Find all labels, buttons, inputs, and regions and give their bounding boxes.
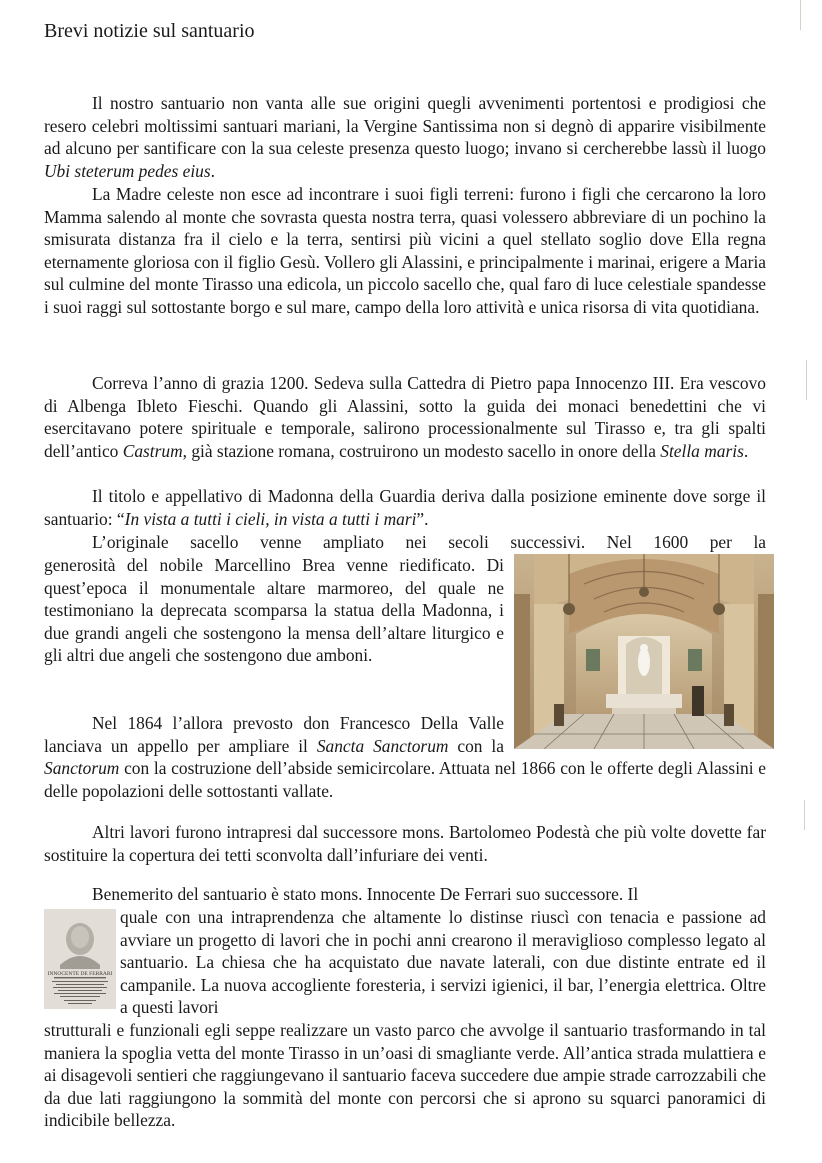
paragraph-de-ferrari-side: quale con una intraprendenza che altamente lo distinse riuscì con tenacia e passione ad avviare un progetto di lavori che in pochi anni crearono il meraviglioso complesso legato al santuario. La chiesa che ha acquistato due navate laterali, con due distinte entrate ed il campanile. La nuova accogliente foresteria, i servizi igienici, il bar, l’energia elettrica. Oltre a questi lavori xyxy=(120,907,766,1018)
castrum-term: Castrum xyxy=(122,440,183,461)
paragraph-1864-end: con la xyxy=(457,735,504,756)
paragraph-title-origin xyxy=(44,485,766,530)
scan-mark xyxy=(806,360,807,400)
scan-mark xyxy=(800,0,801,30)
paragraph-1864-continuation: Sanctorum con la costruzione dell’abside semicircolare. Attuata nel 1866 con le offerte degli Alassini e delle popolazioni delle sottostanti vallate. xyxy=(44,758,766,801)
paragraph-de-ferrari-rest: strutturali e funzionali egli seppe realizzare un vasto parco che avvolge il santuario trasformando in tal maniera la spoglia vetta del monte Tirasso in un’oasi di smagliante verde. All’antica strada mulattiera e ai disagevoli sentieri che raggiungevano il santuario faceva succedere due ampie strade carrozzabili che da due lati raggiungono la sommità del monte con percorsi che si aprono su squarci panoramici di indicibile bellezza. xyxy=(44,1020,766,1131)
sanctorum-word: Sanctorum xyxy=(44,758,120,778)
plaque-name: INNOCENTE DE FERRARI xyxy=(47,971,113,977)
paragraph-1600-rest: generosità del nobile Marcellino Brea venne riedificato. Di quest’epoca il monumentale altare marmoreo, del quale ne testimoniano la deprecata scomparsa la statua della Madonna, i due grandi angeli che sostengono la mensa dell’altare liturgico e gli altri due angeli che sostengono due amboni. xyxy=(44,555,504,666)
sancta-sanctorum-term: Sancta Sanctorum xyxy=(316,735,449,756)
stella-maris-term: Stella maris xyxy=(660,440,744,461)
page-title: Brevi notizie sul santuario xyxy=(44,20,255,42)
paragraph-1864-text: Nel 1864 l’allora prevosto don Francesco Della Valle lanciava un appello per ampliare il xyxy=(44,713,504,756)
paragraph-podesta: Altri lavori furono intrapresi dal successore mons. Bartolomeo Podestà che più volte dovette far sostituire la copertura dei tetti sconvolta dall’infuriare dei venti. xyxy=(44,822,766,865)
latin-quote: Ubi steterum pedes eius xyxy=(44,160,211,181)
paragraph-title-origin-end: ”. xyxy=(416,508,429,529)
paragraph-year-1200 xyxy=(44,372,766,462)
paragraph-origins xyxy=(44,92,766,182)
altar-photo xyxy=(514,554,774,749)
scan-mark xyxy=(804,800,805,830)
paragraph-1600-first-line: L’originale sacello venne ampliato nei secoli successivi. Nel 1600 per la xyxy=(92,532,766,552)
paragraph-year-1200-end: . xyxy=(743,440,749,461)
plaque-photo xyxy=(44,909,116,1009)
motto-quote: In vista a tutti i cieli, in vista a tutti i mari xyxy=(124,508,417,529)
paragraph-year-1200-mid: , già stazione romana, costruirono un modesto sacello in onore della xyxy=(182,440,661,461)
paragraph-origins-text: Il nostro santuario non vanta alle sue origini quegli avvenimenti portentosi e prodigiosi che resero celebri moltissimi santuari mariani, la Vergine Santissima non si degnò di apparire visibilmente ad alcuno per santificare con la sua celeste presenza questo luogo; invano si cercherebbe lassù il luogo xyxy=(44,93,766,159)
paragraph-1864 xyxy=(44,712,504,758)
altar-photo-image xyxy=(514,554,774,749)
paragraph-year-1200-text: Correva l’anno di grazia 1200. Sedeva sulla Cattedra di Pietro papa Innocenzo III. Era vescovo di Albenga Ibleto Fieschi. Quando gli Alassini, sotto la guida dei monaci benedettini che vi esercitavano potere spirituale e temporale, salirono processionalmente sul Tirasso e, tra gli spalti dell’antico xyxy=(44,373,766,461)
paragraph-de-ferrari-first-line: Benemerito del santuario è stato mons. Innocente De Ferrari suo successore. Il xyxy=(92,884,639,904)
paragraph-mother: La Madre celeste non esce ad incontrare i suoi figli terreni: furono i figli che cercarono la loro Mamma salendo al monte che sovrasta questa nostra terra, quasi volessero abbreviare di un pochino la smisurata distanza fra il cielo e la terra, sentirsi più vicini a quel stellato soglio dove Ella regna eternamente gloriosa con il figlio Gesù. Vollero gli Alassini, e principalmente i marinai, erigere a Maria sul culmine del monte Tirasso una edicola, un piccolo sacello che, qual faro di luce celestiale spandesse i suoi raggi sul sottostante borgo e sul mare, campo della loro attività e unica risorsa di vita quotidiana. xyxy=(44,184,766,317)
paragraph-origins-end: . xyxy=(210,160,215,181)
plaque-photo-image xyxy=(44,909,116,1009)
paragraph-title-origin-text: Il titolo e appellativo di Madonna della Guardia deriva dalla posizione eminente dove sorge il santuario: “ xyxy=(44,486,766,529)
